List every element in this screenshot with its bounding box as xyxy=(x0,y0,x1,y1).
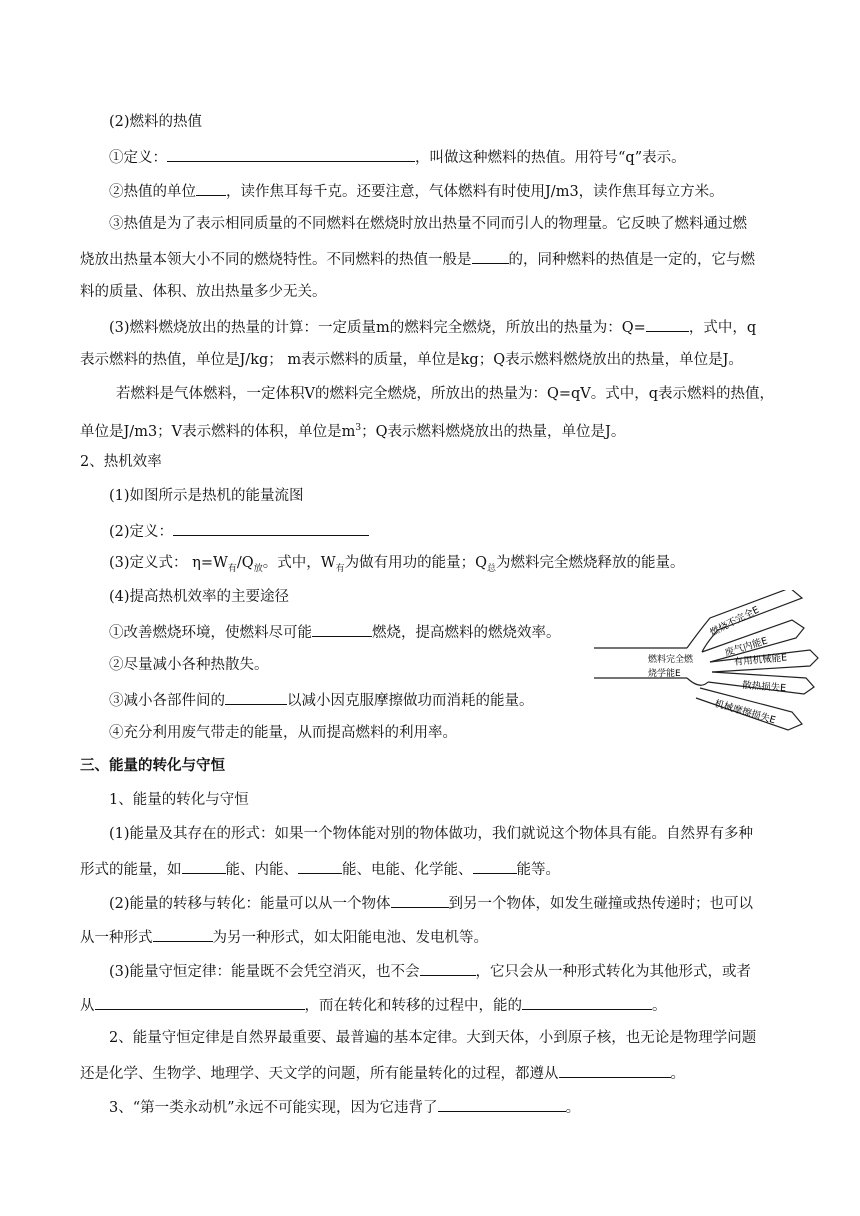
definition-line: ①定义： ，叫做这种燃料的热值。用符号“q”表示。 xyxy=(109,146,686,168)
way-item: ①改善燃烧环境，使燃料尽可能 燃烧，提高燃料的燃烧效率。 xyxy=(109,621,561,643)
way-item: ②尽量减小各种热散失。 xyxy=(109,657,269,673)
answer-blank[interactable] xyxy=(95,994,305,1010)
answer-blank[interactable] xyxy=(522,994,652,1010)
paragraph-line: (2)能量的转移与转化：能量可以从一个物体 到另一个物体，如发生碰撞或热传递时；也可以 xyxy=(109,892,753,914)
energy-flow-diagram xyxy=(592,590,822,740)
answer-blank[interactable] xyxy=(153,926,213,942)
paragraph-line: (1)能量及其存在的形式：如果一个物体能对别的物体做功，我们就说这个物体具有能。自然界有多种 xyxy=(109,826,754,842)
section-heading: 三、能量的转化与守恒 xyxy=(80,758,225,774)
answer-blank[interactable] xyxy=(473,858,517,874)
answer-blank[interactable] xyxy=(646,316,689,332)
answer-blank[interactable] xyxy=(312,621,372,637)
paragraph-line: 烧放出热量本领大小不同的燃烧特性。不同燃料的热值一般是 的，同种燃料的热值是一定的，它与燃 xyxy=(80,248,755,270)
gas-line: 若燃料是气体燃料，一定体积V的燃料完全燃烧，所放出的热量为：Q=qV。式中，q表示燃料的热值， xyxy=(116,386,775,402)
branch-label-incomplete-combustion: 燃烧不完全E xyxy=(708,604,762,639)
paragraph-line: 从一种形式 为另一种形式，如太阳能电池、发电机等。 xyxy=(80,926,488,948)
answer-blank[interactable] xyxy=(182,858,226,874)
paragraph-line: 3、“第一类永动机”永远不可能实现，因为它违背了 。 xyxy=(109,1096,580,1118)
calc-line: (3)燃料燃烧放出的热量的计算：一定质量m的燃料完全燃烧，所放出的热量为：Q= ，式中，q xyxy=(109,316,756,338)
efficiency-item: (1)如图所示是热机的能量流图 xyxy=(109,488,304,504)
paragraph-line: 料的质量、体积、放出热量多少无关。 xyxy=(80,284,327,300)
paragraph-line: ③热值是为了表示相同质量的不同燃料在燃烧时放出热量不同而引人的物理量。它反映了燃料通过燃 xyxy=(109,216,747,232)
paragraph-line: (3)能量守恒定律：能量既不会凭空消灭，也不会 ，它只会从一种形式转化为其他形式，或者 xyxy=(109,960,751,982)
paragraph-line: 从 ，而在转化和转移的过程中，能的 。 xyxy=(80,994,667,1016)
diagram-source-label: 燃料完全燃 xyxy=(648,655,694,665)
answer-blank[interactable] xyxy=(472,248,509,264)
diagram-source-label: 烧学能E xyxy=(648,669,681,679)
efficiency-item: (4)提高热机效率的主要途径 xyxy=(109,589,290,605)
heat-value-heading: (2)燃料的热值 xyxy=(109,114,203,130)
paragraph-line: 2、能量守恒定律是自然界最重要、最普遍的基本定律。大到天体，小到原子核，也无论是物理学问题 xyxy=(109,1030,757,1046)
branch-label-heat-loss: 散热损失E xyxy=(741,680,787,695)
paragraph-line: 还是化学、生物学、地理学、天文学的问题，所有能量转化的过程，都遵从 。 xyxy=(80,1062,685,1084)
answer-blank[interactable] xyxy=(167,146,415,162)
answer-blank[interactable] xyxy=(420,960,476,976)
efficiency-item: (2)定义： xyxy=(109,520,369,542)
calc-line: 表示燃料的热值，单位是J/kg； m表示燃料的质量，单位是kg；Q表示燃料燃烧放出的热量，单位是J。 xyxy=(80,352,743,368)
answer-blank[interactable] xyxy=(391,892,449,908)
answer-blank[interactable] xyxy=(173,520,369,536)
answer-blank[interactable] xyxy=(438,1096,566,1112)
answer-blank[interactable] xyxy=(298,858,342,874)
paragraph-line: 形式的能量，如 能、内能、 能、电能、化学能、 能等。 xyxy=(80,858,560,880)
branch-label-exhaust: 废气内能E xyxy=(723,635,769,659)
way-item: ③减小各部件间的 以减小因克服摩擦做功而消耗的能量。 xyxy=(109,689,534,711)
answer-blank[interactable] xyxy=(559,1062,671,1078)
subsection-heading: 1、能量的转化与守恒 xyxy=(109,792,249,808)
branch-label-useful-work: 有用机械能E xyxy=(733,652,788,668)
gas-line: 单位是J/m3；V表示燃料的体积，单位是$m^3$；Q表示燃料燃烧放出的热量，单位是J。 xyxy=(80,423,626,440)
way-item: ④充分利用废气带走的能量，从而提高燃料的利用率。 xyxy=(109,725,457,741)
branch-label-friction-loss: 机械摩擦损失E xyxy=(713,698,777,727)
unit-line: ②热值的单位 ，读作焦耳每千克。还要注意，气体燃料有时使用J/m3，读作焦耳每立方米。 xyxy=(109,180,724,202)
efficiency-formula: (3)定义式： $\eta=W_有/Q_放$。式中，$W_有$为做有用功的能量；$Q_总$为燃料完全燃烧释放的能量。 xyxy=(109,555,685,574)
answer-blank[interactable] xyxy=(196,180,226,196)
answer-blank[interactable] xyxy=(225,689,287,705)
efficiency-heading: 2、热机效率 xyxy=(80,454,162,470)
